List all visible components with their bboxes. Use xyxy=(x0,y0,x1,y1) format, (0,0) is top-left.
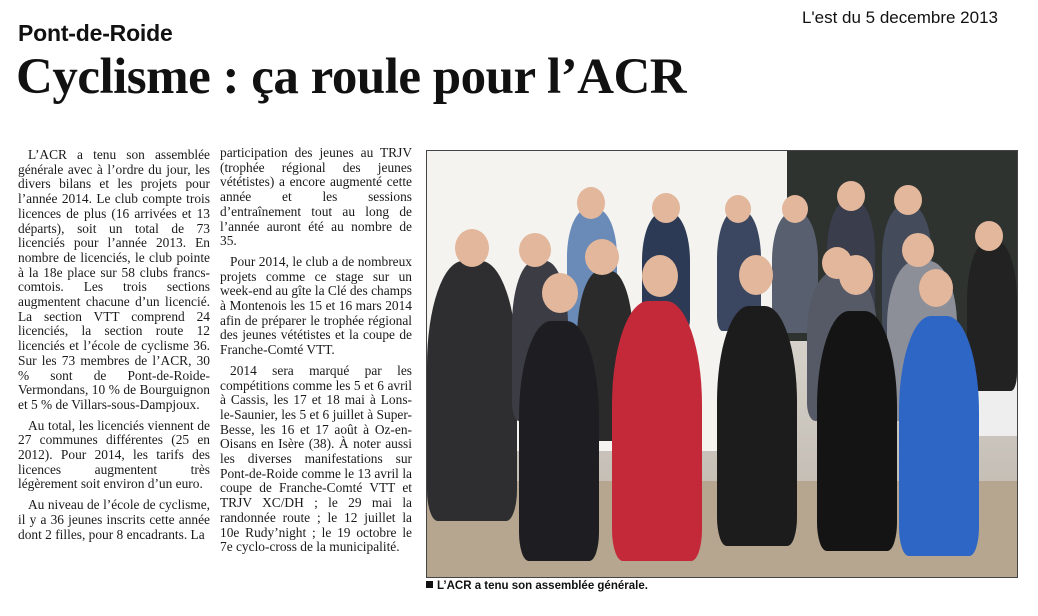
person-head xyxy=(725,195,751,223)
person-head xyxy=(975,221,1003,251)
article-column-1 xyxy=(18,148,210,542)
paragraph: Au total, les licenciés viennent de 27 communes différentes (25 en 2012). Pour 2014, les tarifs des licences augmentent très légèrement soit environ d’un euro. xyxy=(18,417,210,492)
person-head xyxy=(919,269,953,307)
paragraph: L’ACR a tenu son assemblée générale avec à l’ordre du jour, les divers bilans et les projets pour l’année 2014. Le club compte trois licences de plus (16 arrivées et 13 départs), soit un total de 73 licenciés pour l’année 2013. En nombre de licenciés, le club pointe à la 18e place sur 58 clubs francs-comtois. Les trois sections augmentent chacune d’un licencié. La section VTT comprend 24 licenciés, la section route 12 licenciés et l’école de cyclisme 36. Sur les 73 membres de l’ACR, 30 % sont de Pont-de-Roide-Vermondans, 10 % de Bourguignon et 5 % de Villars-sous-Dampjoux. xyxy=(18,147,210,412)
person-head xyxy=(542,273,578,313)
caption-text: L’ACR a tenu son assemblée générale. xyxy=(437,580,648,592)
paragraph: Au niveau de l’école de cyclisme, il y a 36 jeunes inscrits cette année dont 2 filles, pour 8 encadrants. La xyxy=(18,497,210,542)
person-head xyxy=(739,255,773,295)
caption-square-icon xyxy=(426,581,433,588)
person-head xyxy=(894,185,922,215)
photo-caption xyxy=(426,580,648,592)
paragraph: participation des jeunes au TRJV (trophée régional des jeunes vététistes) a encore augmenté cette année et les sessions d’entraînement tout au long de l’année auront été au nombre de 35. xyxy=(220,145,412,249)
person-head xyxy=(455,229,489,267)
person-head xyxy=(652,193,680,223)
paragraph: 2014 sera marqué par les compétitions comme les 5 et 6 avril à Cassis, les 17 et 18 mai à Lons-le-Saunier, les 5 et 6 juillet à Super-Besse, les 16 et 17 août à Oz-en-Oisans en Isère (38). À noter aussi les diverses manifestations sur Pont-de-Roide comme le 13 avril la coupe de Franche-Comté VTT et TRJV XC/DH ; le 29 mai la randonnée route ; le 12 juillet la 10e Rudy’night ; le 19 octobre le 7e cyclo-cross de la municipalité. xyxy=(220,362,412,555)
person xyxy=(427,261,517,521)
person xyxy=(899,316,979,556)
person-head xyxy=(839,255,873,295)
newspaper-source: L'est du 5 decembre 2013 xyxy=(801,8,998,27)
article-column-2 xyxy=(220,146,412,555)
person-head xyxy=(577,187,605,219)
person-head xyxy=(782,195,808,223)
headline: Cyclisme : ça roule pour l’ACR xyxy=(16,49,687,105)
paragraph: Pour 2014, le club a de nombreux projets comme ce stage sur un week-end au gîte la Clé des champs à Montenois les 15 et 16 mars 2014 afin de préparer le trophée régional des jeunes vététistes et la coupe de Franche-Comté VTT. xyxy=(220,253,412,358)
kicker-location: Pont-de-Roide xyxy=(18,20,173,46)
group-photo xyxy=(426,150,1018,578)
person-head xyxy=(902,233,934,267)
person-head xyxy=(837,181,865,211)
person-head xyxy=(642,255,678,297)
person-head xyxy=(519,233,551,267)
person-head xyxy=(585,239,619,275)
person xyxy=(519,321,599,561)
person xyxy=(612,301,702,561)
person xyxy=(817,311,897,551)
person xyxy=(717,306,797,546)
